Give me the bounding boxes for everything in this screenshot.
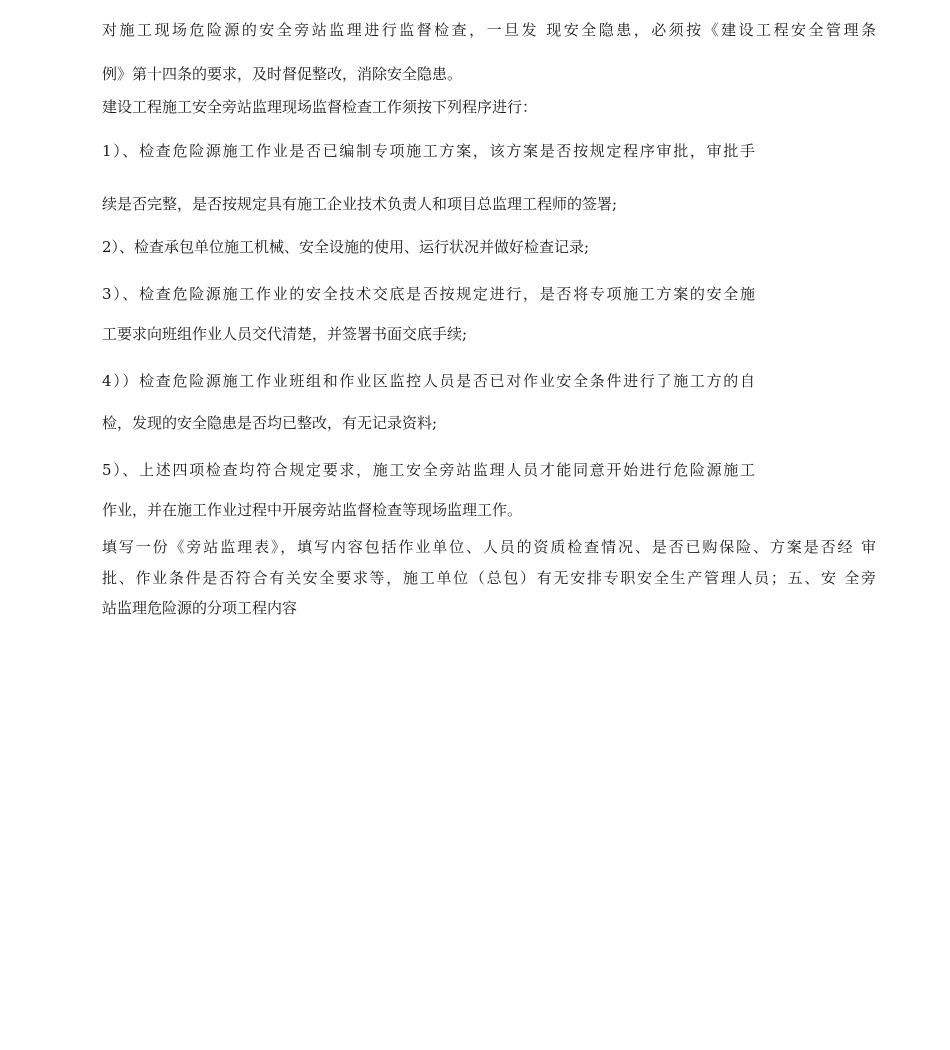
form-paragraph-line-2: 批、作业条件是否符合有关安全要求等，施工单位（总包）有无安排专职安全生产管理人员；五、安 全旁 — [102, 569, 876, 587]
item-4-line-1: 4））检查危险源施工作业班组和作业区监控人员是否已对作业安全条件进行了施工方的自 — [102, 372, 755, 390]
item-3-line-2: 工要求向班组作业人员交代清楚，并签署书面交底手续; — [102, 325, 468, 343]
intro-line-2: 例》第十四条的要求，及时督促整改，消除安全隐患。 — [102, 65, 463, 83]
item-5-line-2: 作业，并在施工作业过程中开展旁站监督检查等现场监理工作。 — [102, 501, 523, 519]
intro-line-1: 对施工现场危险源的安全旁站监理进行监督检查，一旦发 现安全隐患，必须按《建设工程安全管理条 — [102, 21, 876, 39]
item-3-line-1: 3）、检查危险源施工作业的安全技术交底是否按规定进行，是否将专项施工方案的安全施 — [102, 285, 755, 303]
form-paragraph-line-1: 填写一份《旁站监理表》，填写内容包括作业单位、人员的资质检查情况、是否已购保险、方案是否经 审 — [102, 538, 876, 556]
item-1-line-1: 1）、检查危险源施工作业是否已编制专项施工方案，该方案是否按规定程序审批，审批手 — [102, 142, 755, 160]
procedure-heading: 建设工程施工安全旁站监理现场监督检查工作须按下列程序进行： — [102, 98, 538, 116]
item-1-line-2: 续是否完整，是否按规定具有施工企业技术负责人和项目总监理工程师的签署; — [102, 195, 618, 213]
item-5-line-1: 5）、上述四项检查均符合规定要求，施工安全旁站监理人员才能同意开始进行危险源施工 — [102, 461, 755, 479]
form-paragraph-line-3: 站监理危险源的分项工程内容 — [102, 599, 298, 617]
item-4-line-2: 检，发现的安全隐患是否均已整改，有无记录资料; — [102, 414, 438, 432]
item-2-line-1: 2）、检查承包单位施工机械、安全设施的使用、运行状况并做好检查记录; — [102, 238, 590, 256]
